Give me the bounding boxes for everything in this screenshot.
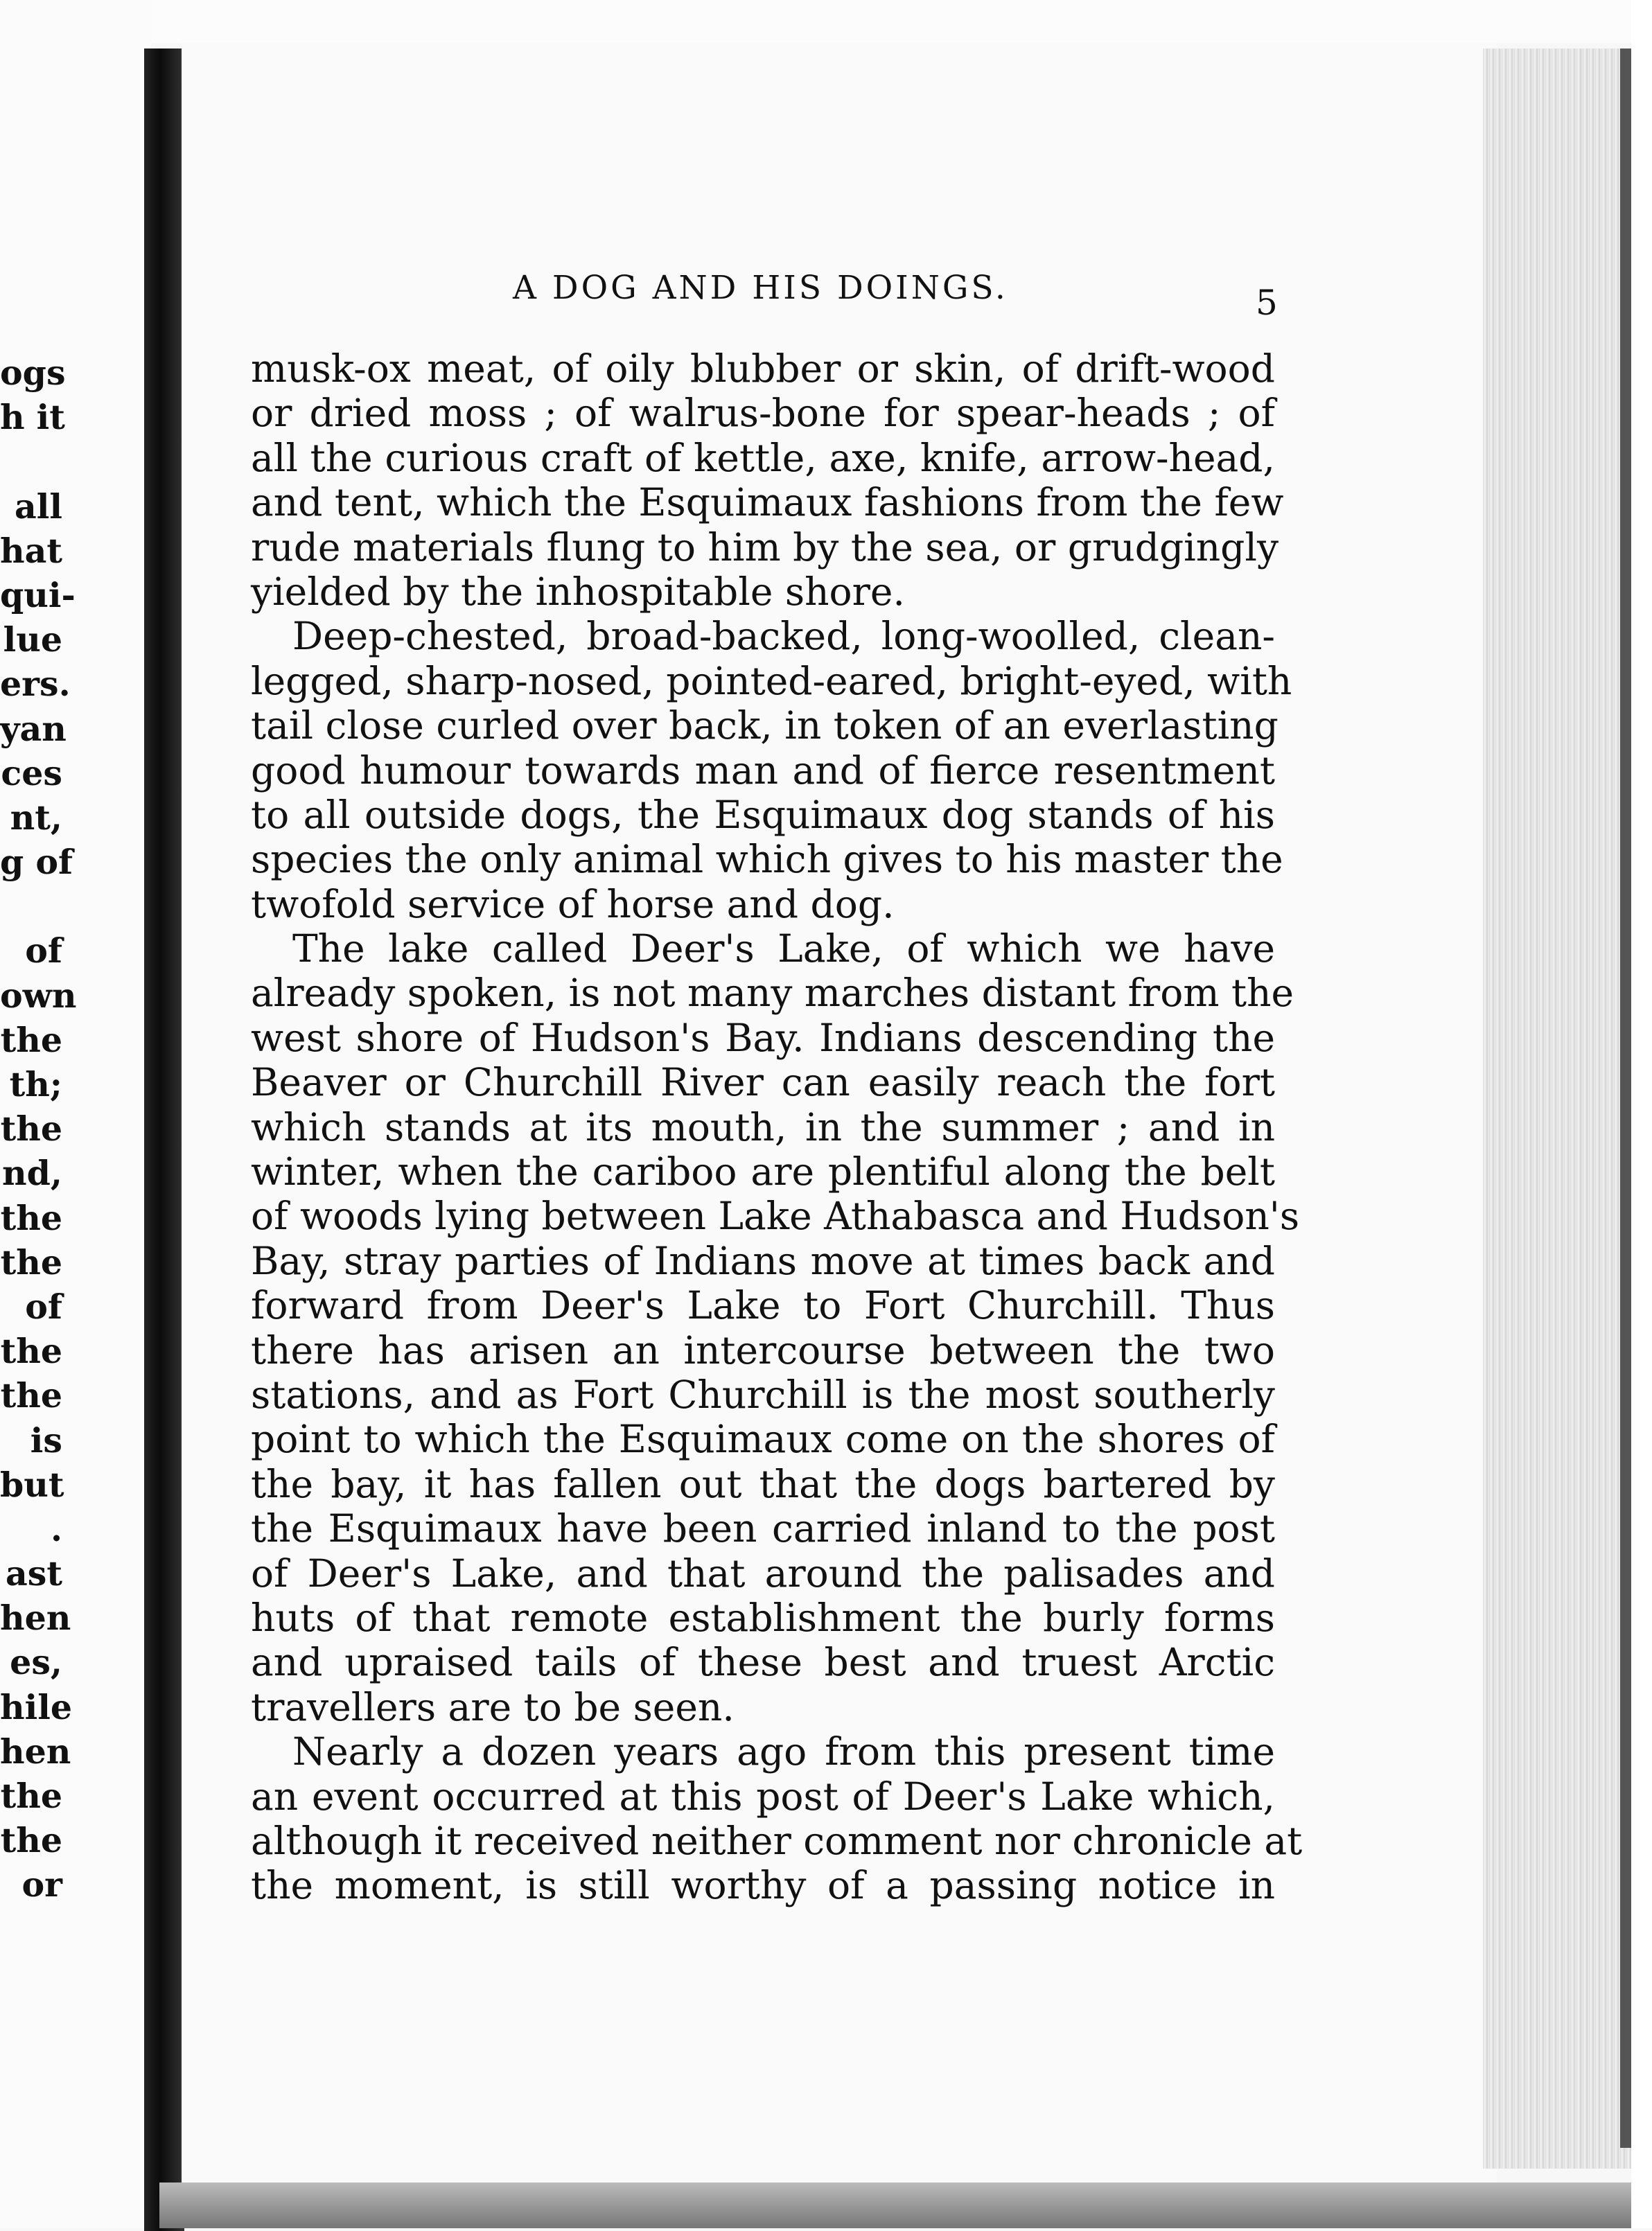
left-fragment-line: nt, <box>10 797 62 838</box>
text-line: and upraised tails of these best and truest Arctic <box>251 1640 1275 1685</box>
left-fragment-line: all <box>15 486 62 527</box>
left-fragment-line: the <box>0 1019 62 1060</box>
left-fragment-line: ces <box>1 752 62 793</box>
left-fragment-line: but <box>0 1464 64 1505</box>
book-gutter <box>144 48 184 2231</box>
left-fragment-line: g of <box>0 842 73 883</box>
left-fragment-line <box>0 884 62 928</box>
left-fragment-line: lue <box>3 619 62 660</box>
text-line: and tent, which the Esquimaux fashions from the few <box>251 480 1284 525</box>
text-line: an event occurred at this post of Deer's Lake which, <box>251 1774 1275 1819</box>
text-line: The lake called Deer's Lake, of which we have <box>292 926 1275 971</box>
scan-top-margin <box>0 0 1652 43</box>
text-line: rude materials flung to him by the sea, or grudgingly <box>251 524 1279 570</box>
text-line: the Esquimaux have been carried inland to the post <box>251 1506 1275 1551</box>
paragraph <box>251 926 1300 1729</box>
left-fragment-line: ers. <box>0 664 71 705</box>
paragraph <box>251 1729 1303 1908</box>
text-line: legged, sharp-nosed, pointed-eared, bright-eyed, with <box>251 658 1292 703</box>
left-fragment-line: nd, <box>2 1153 62 1194</box>
left-fragment-line: the <box>0 1331 62 1372</box>
left-fragment-line: or <box>21 1864 62 1905</box>
text-line: of woods lying between Lake Athabasca and Hudson's <box>251 1194 1300 1239</box>
paragraph <box>251 614 1292 926</box>
text-line: good humour towards man and of fierce resentment <box>251 748 1275 793</box>
text-line: although it received neither comment nor chronicle at <box>251 1818 1303 1863</box>
left-fragment-line: the <box>0 1109 62 1149</box>
text-line: stations, and as Fort Churchill is the most southerly <box>251 1372 1275 1417</box>
text-line: musk-ox meat, of oily blubber or skin, of drift-wood <box>251 346 1275 391</box>
left-fragment-line: . <box>50 1508 62 1549</box>
left-fragment-line <box>0 439 62 484</box>
page-number: 5 <box>1256 283 1278 323</box>
left-fragment-line: the <box>0 1820 62 1861</box>
paragraph <box>251 346 1284 614</box>
running-head: A DOG AND HIS DOINGS. <box>513 269 1008 307</box>
left-fragment-line: h it <box>0 397 65 438</box>
bottom-shadow <box>159 2182 1635 2228</box>
text-line: travellers are to be seen. <box>251 1684 735 1729</box>
scan-right-margin <box>1631 0 1652 2228</box>
text-line: there has arisen an intercourse between the two <box>251 1328 1275 1373</box>
left-fragment-line: is <box>30 1420 62 1461</box>
text-line: to all outside dogs, the Esquimaux dog stands of his <box>251 792 1275 837</box>
text-line: tail close curled over back, in token of an everlasting <box>251 703 1278 748</box>
text-line: point to which the Esquimaux come on the shores of <box>251 1417 1275 1462</box>
text-line: huts of that remote establishment the burly forms <box>251 1595 1275 1640</box>
text-line: which stands at its mouth, in the summer ; and in <box>251 1104 1275 1149</box>
text-line: the bay, it has fallen out that the dogs bartered by <box>251 1461 1275 1506</box>
left-fragment-line: of <box>25 1286 62 1327</box>
text-line: Deep-chested, broad-backed, long-woolled, clean- <box>292 614 1275 659</box>
left-fragment-line: hat <box>0 530 63 571</box>
left-fragment-line: hen <box>0 1598 71 1639</box>
text-line: of Deer's Lake, and that around the palisades and <box>251 1551 1275 1596</box>
text-line: west shore of Hudson's Bay. Indians descending the <box>251 1015 1275 1060</box>
page-edges <box>1483 48 1635 2169</box>
text-line: Nearly a dozen years ago from this present time <box>292 1729 1275 1774</box>
left-fragment-line: ogs <box>0 353 66 393</box>
left-fragment-line: ast <box>6 1553 62 1594</box>
left-fragment-line: qui- <box>0 574 76 615</box>
left-fragment-line: own <box>0 975 77 1016</box>
text-line: yielded by the inhospitable shore. <box>251 569 905 614</box>
left-fragment-line: of <box>25 931 62 971</box>
left-fragment-line: th; <box>9 1064 62 1104</box>
left-fragment-line: the <box>0 1375 62 1416</box>
left-fragment-line: the <box>0 1197 62 1238</box>
text-line: or dried moss ; of walrus-bone for spear-heads ; of <box>251 391 1275 436</box>
left-fragment-line: the <box>0 1242 62 1282</box>
left-fragment-line: hile <box>0 1686 73 1727</box>
left-fragment-line: yan <box>0 708 67 749</box>
text-line: Bay, stray parties of Indians move at times back and <box>251 1238 1275 1283</box>
text-line: Beaver or Churchill River can easily reach the fort <box>251 1060 1275 1105</box>
text-line: all the curious craft of kettle, axe, knife, arrow-head, <box>251 435 1275 480</box>
text-line: already spoken, is not many marches distant from the <box>251 971 1294 1016</box>
left-fragment-line: es, <box>10 1642 62 1683</box>
left-fragment-line: hen <box>0 1731 71 1772</box>
left-fragment-line: the <box>0 1776 62 1816</box>
text-line: twofold service of horse and dog. <box>251 881 895 926</box>
text-line: forward from Deer's Lake to Fort Churchill. Thus <box>251 1283 1275 1328</box>
text-line: species the only animal which gives to his master the <box>251 837 1283 882</box>
cover-edge <box>1620 48 1631 2148</box>
text-line: the moment, is still worthy of a passing notice in <box>251 1863 1275 1908</box>
body-text <box>251 346 1303 1908</box>
text-line: winter, when the cariboo are plentiful along the belt <box>251 1149 1275 1194</box>
left-page-fragments <box>0 351 77 1907</box>
